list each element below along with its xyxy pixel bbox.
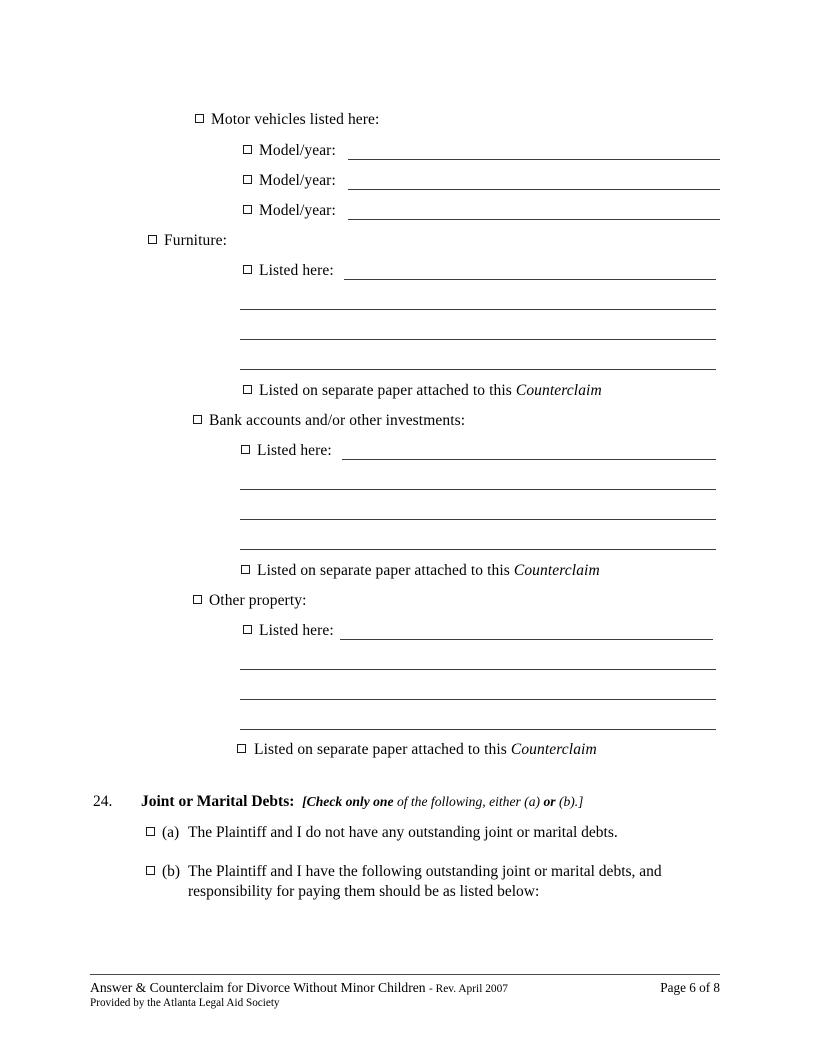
checkbox-other-property[interactable] <box>193 595 202 604</box>
checkbox-motor-vehicles[interactable] <box>195 114 204 123</box>
checkbox-option-a[interactable] <box>146 827 155 836</box>
label-model-year-2: Model/year: <box>259 172 336 189</box>
option-b-text: The Plaintiff and I have the following outstanding joint or marital debts, and responsibility for paying them should be as listed below: <box>188 863 662 900</box>
blank-line-other-2[interactable] <box>240 669 716 670</box>
item-24-instruction-bold-2: or <box>543 794 556 809</box>
checkbox-row-other-attached[interactable] <box>237 742 597 758</box>
blank-line-furniture-2[interactable] <box>240 309 716 310</box>
item-24-title: Joint or Marital Debts: <box>141 793 295 810</box>
checkbox-row-model-year-1[interactable] <box>243 143 336 159</box>
checkbox-row-bank-listed-here[interactable] <box>241 443 332 459</box>
footer-title: Answer & Counterclaim for Divorce Without Minor Children <box>90 980 426 995</box>
blank-line-model-year-2[interactable] <box>348 189 720 190</box>
option-row-a[interactable] <box>146 823 746 843</box>
checkbox-row-other-property[interactable] <box>193 593 306 609</box>
checkbox-furniture-attached[interactable] <box>243 385 252 394</box>
label-furniture-attached-doc: Counterclaim <box>515 382 602 399</box>
checkbox-bank-accounts[interactable] <box>193 415 202 424</box>
label-bank-attached-doc: Counterclaim <box>513 562 600 579</box>
footer-provider: Provided by the Atlanta Legal Aid Society <box>90 997 280 1009</box>
label-furniture-listed-here: Listed here: <box>259 262 334 279</box>
footer-page-number: Page 6 of 8 <box>660 980 720 995</box>
item-number-24: 24. <box>93 793 113 810</box>
checkbox-row-bank-accounts[interactable] <box>193 413 465 429</box>
checkbox-other-attached[interactable] <box>237 744 246 753</box>
footer-title-line <box>90 980 508 996</box>
checkbox-model-year-3[interactable] <box>243 205 252 214</box>
blank-line-bank-4[interactable] <box>240 549 716 550</box>
footer-divider <box>90 974 720 975</box>
label-bank-listed-here: Listed here: <box>257 442 332 459</box>
checkbox-model-year-2[interactable] <box>243 175 252 184</box>
item-24-instruction-italic-2: (b).] <box>558 794 584 809</box>
checkbox-other-listed-here[interactable] <box>243 625 252 634</box>
label-other-attached: Listed on separate paper attached to this <box>254 741 507 758</box>
label-motor-vehicles: Motor vehicles listed here: <box>211 111 380 128</box>
checkbox-furniture[interactable] <box>148 235 157 244</box>
option-b-tag: (b) <box>162 863 181 880</box>
blank-line-bank-2[interactable] <box>240 489 716 490</box>
blank-line-other-3[interactable] <box>240 699 716 700</box>
footer-revision: - Rev. April 2007 <box>429 983 508 995</box>
label-model-year-1: Model/year: <box>259 142 336 159</box>
checkbox-bank-listed-here[interactable] <box>241 445 250 454</box>
blank-line-bank-1[interactable] <box>342 459 716 460</box>
checkbox-row-other-listed-here[interactable] <box>243 623 334 639</box>
blank-line-model-year-1[interactable] <box>348 159 720 160</box>
label-bank-accounts: Bank accounts and/or other investments: <box>209 412 466 429</box>
blank-line-furniture-4[interactable] <box>240 369 716 370</box>
checkbox-row-furniture-listed-here[interactable] <box>243 263 334 279</box>
blank-line-other-4[interactable] <box>240 729 716 730</box>
blank-line-other-1[interactable] <box>340 639 713 640</box>
blank-line-bank-3[interactable] <box>240 519 716 520</box>
option-row-b[interactable] <box>146 862 706 902</box>
label-other-listed-here: Listed here: <box>259 622 334 639</box>
checkbox-row-furniture[interactable] <box>148 233 227 249</box>
checkbox-row-bank-attached[interactable] <box>241 563 600 579</box>
checkbox-row-motor-vehicles[interactable] <box>195 112 379 128</box>
label-furniture-attached: Listed on separate paper attached to this <box>259 382 512 399</box>
checkbox-row-model-year-3[interactable] <box>243 203 336 219</box>
label-other-attached-doc: Counterclaim <box>510 741 597 758</box>
checkbox-row-model-year-2[interactable] <box>243 173 336 189</box>
label-bank-attached: Listed on separate paper attached to this <box>257 562 510 579</box>
blank-line-model-year-3[interactable] <box>348 219 720 220</box>
checkbox-model-year-1[interactable] <box>243 145 252 154</box>
item-24-heading <box>141 793 583 811</box>
checkbox-option-b[interactable] <box>146 866 155 875</box>
label-model-year-3: Model/year: <box>259 202 336 219</box>
item-24-instruction-italic-1: of the following, either (a) <box>396 794 541 809</box>
checkbox-bank-attached[interactable] <box>241 565 250 574</box>
blank-line-furniture-3[interactable] <box>240 339 716 340</box>
label-other-property: Other property: <box>209 592 307 609</box>
blank-line-furniture-1[interactable] <box>344 279 716 280</box>
item-24-instruction-bold-1: [Check only one <box>302 794 394 809</box>
checkbox-row-furniture-attached[interactable] <box>243 383 602 399</box>
checkbox-furniture-listed-here[interactable] <box>243 265 252 274</box>
option-a-text: The Plaintiff and I do not have any outstanding joint or marital debts. <box>188 824 618 841</box>
label-furniture: Furniture: <box>164 232 227 249</box>
option-a-tag: (a) <box>162 824 180 841</box>
